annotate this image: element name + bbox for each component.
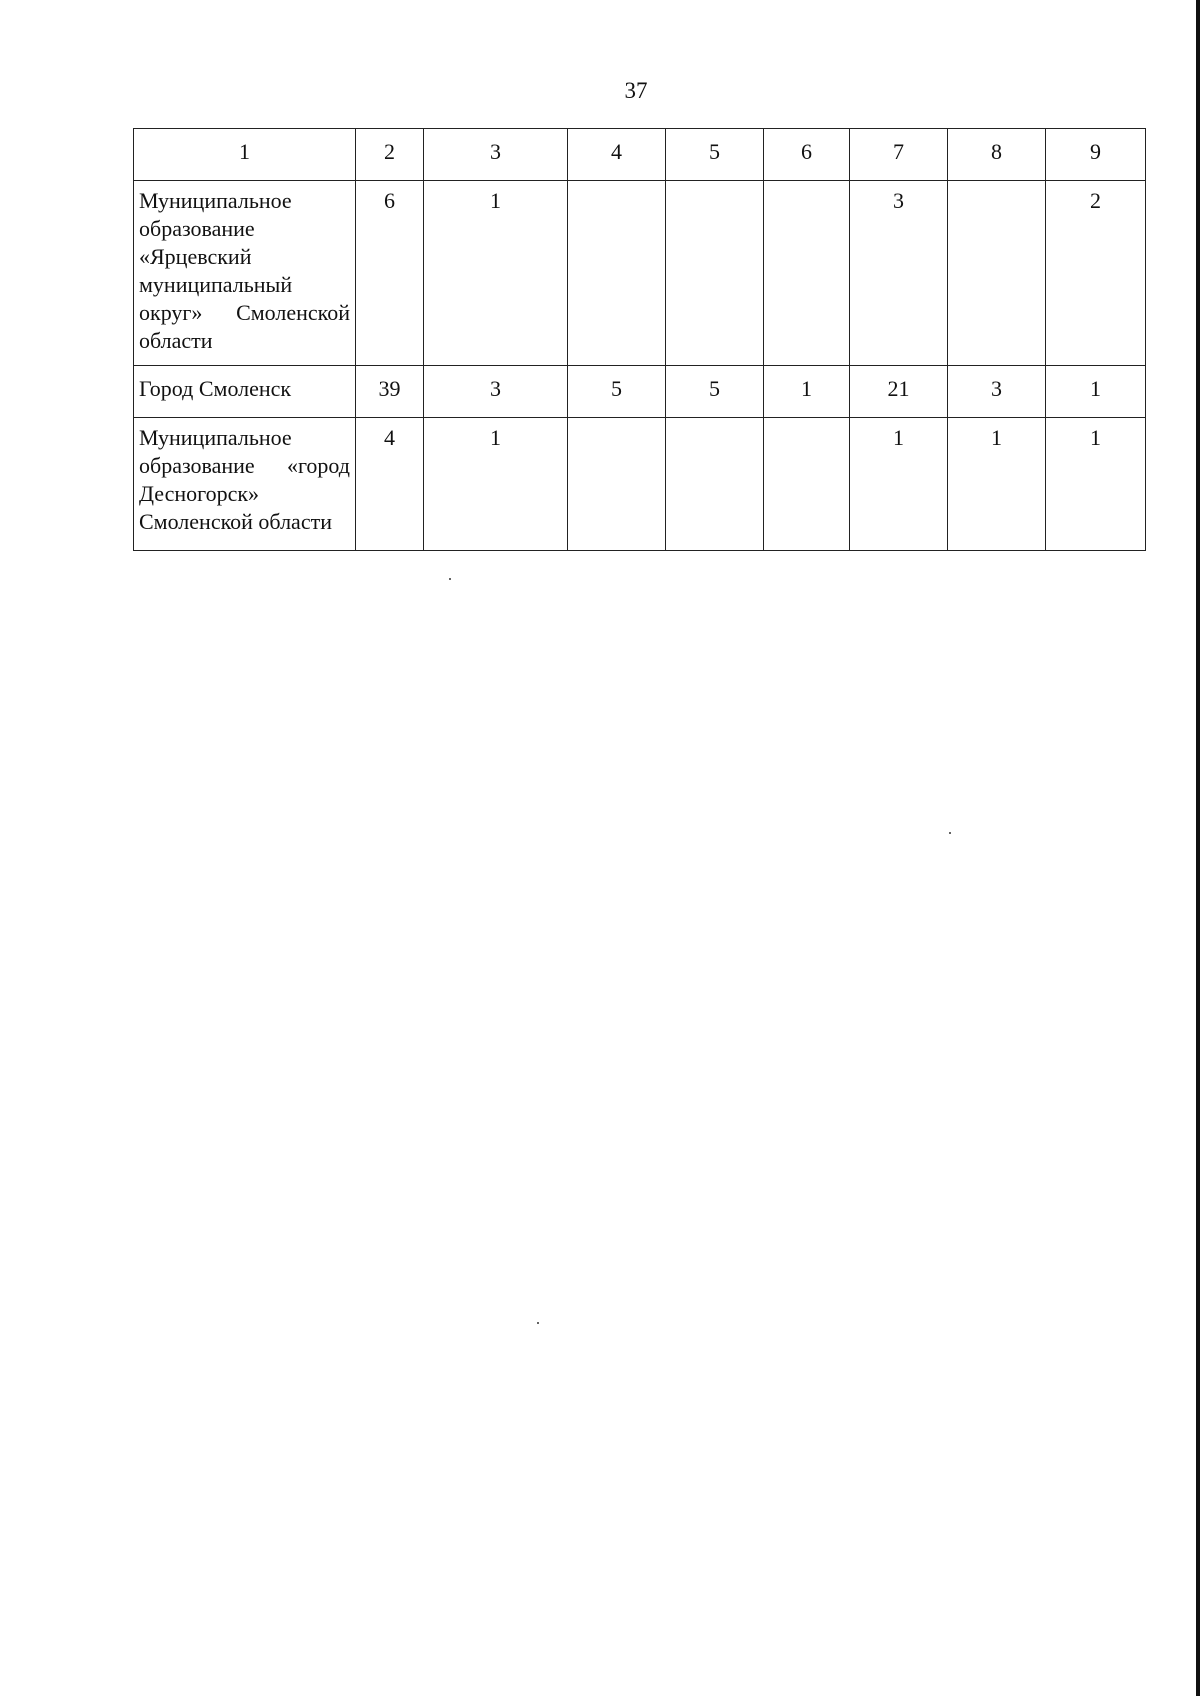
value-cell [948,181,1046,366]
header-cell: 8 [948,129,1046,181]
value-cell [568,181,666,366]
value-cell: 5 [666,366,764,418]
value-cell: 21 [850,366,948,418]
header-cell: 2 [356,129,424,181]
header-cell: 9 [1046,129,1146,181]
row-name-cell: Муниципальное образование «город Десногорск» Смоленской области [134,418,356,551]
value-cell [764,181,850,366]
value-cell: 6 [356,181,424,366]
value-cell: 1 [424,418,568,551]
table-header-row [134,129,1146,181]
row-name-cell: Город Смоленск [134,366,356,418]
value-cell [666,181,764,366]
header-cell: 5 [666,129,764,181]
scan-speck [449,578,451,580]
header-cell: 6 [764,129,850,181]
value-cell: 1 [424,181,568,366]
value-cell: 2 [1046,181,1146,366]
value-cell: 1 [1046,418,1146,551]
value-cell [764,418,850,551]
value-cell: 3 [424,366,568,418]
value-cell: 1 [948,418,1046,551]
value-cell: 3 [948,366,1046,418]
header-cell: 1 [134,129,356,181]
table-row [134,366,1146,418]
value-cell [666,418,764,551]
value-cell [568,418,666,551]
value-cell: 1 [1046,366,1146,418]
table-row [134,181,1146,366]
scan-edge [1196,0,1200,1696]
page-number: 37 [624,78,648,103]
table-row [134,418,1146,551]
value-cell: 1 [850,418,948,551]
value-cell: 3 [850,181,948,366]
header-cell: 3 [424,129,568,181]
value-cell: 1 [764,366,850,418]
row-name-cell: Муниципальное образование «Ярцевский муниципальный округ» Смоленской области [134,181,356,366]
header-cell: 7 [850,129,948,181]
value-cell: 39 [356,366,424,418]
value-cell: 4 [356,418,424,551]
scan-speck [949,832,951,834]
header-cell: 4 [568,129,666,181]
data-table [133,128,1146,551]
value-cell: 5 [568,366,666,418]
scan-speck [537,1322,539,1324]
